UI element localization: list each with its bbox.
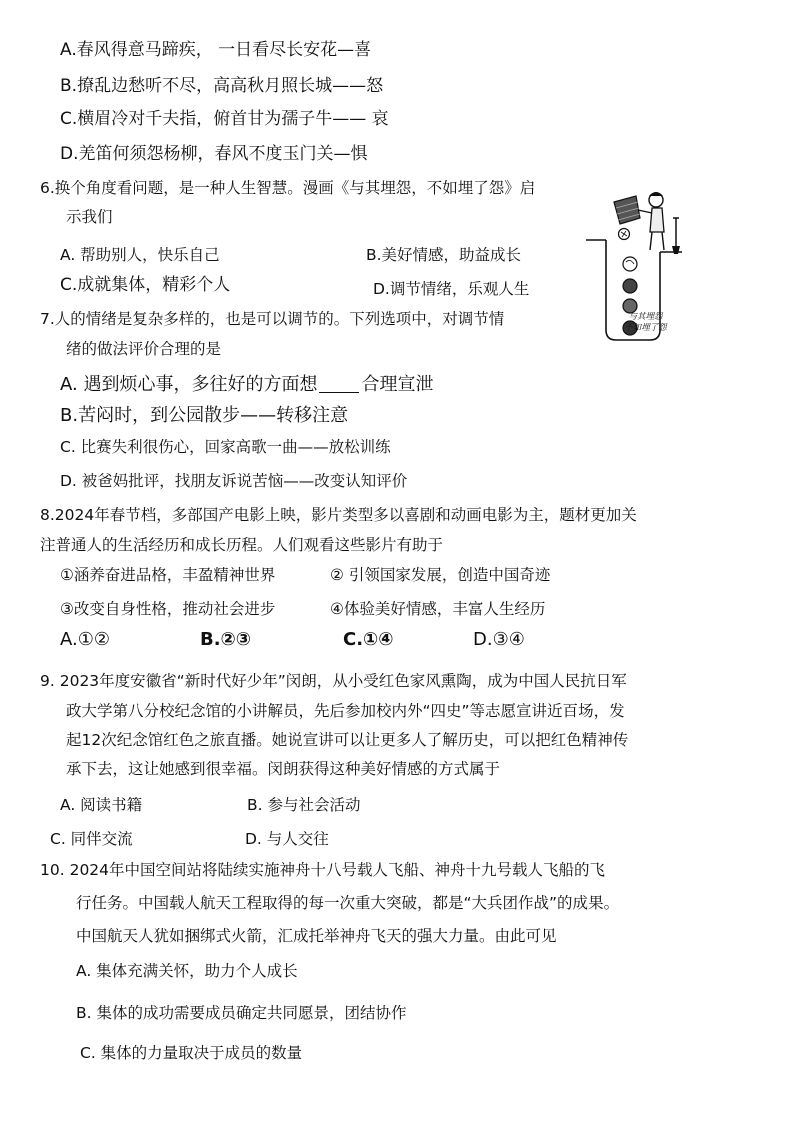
q6-stem-line2: 示我们 <box>66 208 113 226</box>
q10-stem-line2: 行任务。中国载人航天工程取得的每一次重大突破，都是“大兵团作战”的成果。 <box>76 894 620 912</box>
q10-option-c: C. 集体的力量取决于成员的数量 <box>80 1044 303 1062</box>
q7-option-a <box>60 374 433 397</box>
q9-option-c: C. 同伴交流 <box>50 830 133 848</box>
q8-item-3: ③改变自身性格，推动社会进步 <box>60 600 276 618</box>
q8-stem-line1: 8.2024年春节档，多部国产电影上映，影片类型多以喜剧和动画电影为主，题材更加关 <box>40 506 637 524</box>
q7-option-d: D. 被爸妈批评，找朋友诉说苦恼——改变认知评价 <box>60 472 408 490</box>
q8-item-2: ② 引领国家发展，创造中国奇迹 <box>330 566 551 584</box>
q9-option-b: B. 参与社会活动 <box>247 796 361 814</box>
q10-stem-line3: 中国航天人犹如捆绑式火箭，汇成托举神舟飞天的强大力量。由此可见 <box>76 927 557 945</box>
q9-stem-line4: 承下去，这让她感到很幸福。闵朗获得这种美好情感的方式属于 <box>66 760 501 778</box>
q8-stem-line2: 注普通人的生活经历和成长历程。人们观看这些影片有助于 <box>40 536 444 554</box>
q7-stem-line2: 绪的做法评价合理的是 <box>66 340 222 358</box>
q8-option-c: C.①④ <box>343 629 394 650</box>
q10-option-a: A. 集体充满关怀，助力个人成长 <box>76 962 298 980</box>
q9-option-d: D. 与人交往 <box>245 830 329 848</box>
q9-option-a: A. 阅读书籍 <box>60 796 143 814</box>
q7-option-c: C. 比赛失利很伤心，回家高歌一曲——放松训练 <box>60 438 391 456</box>
q9-stem-line2: 政大学第八分校纪念馆的小讲解员，先后参加校内外“四史”等志愿宣讲近百场，发 <box>66 702 625 720</box>
q9-stem-line3: 起12次纪念馆红色之旅直播。她说宣讲可以让更多人了解历史，可以把红色精神传 <box>66 731 629 749</box>
q7-option-b: B.苦闷时，到公园散步——转移注意 <box>60 405 349 426</box>
q6-option-a: A. 帮助别人，快乐自己 <box>60 246 220 264</box>
q8-option-d: D.③④ <box>473 629 525 650</box>
cartoon-caption-line2: 不如埋了怨 <box>624 323 667 334</box>
q5-option-d: D.羌笛何须怨杨柳，春风不度玉门关—惧 <box>60 144 368 164</box>
q5-option-a: A.春风得意马蹄疾， 一日看尽长安花—喜 <box>60 40 372 60</box>
q6-stem-line1: 6.换个角度看问题，是一种人生智慧。漫画《与其埋怨，不如埋了怨》启 <box>40 179 536 197</box>
q6-option-d: D.调节情绪，乐观人生 <box>373 280 530 298</box>
q10-stem-line1: 10. 2024年中国空间站将陆续实施神舟十八号载人飞船、神舟十九号载人飞船的飞 <box>40 861 606 879</box>
q8-item-1: ①涵养奋进品格，丰盈精神世界 <box>60 566 276 584</box>
q8-option-b: B.②③ <box>200 629 252 650</box>
q5-option-b: B.撩乱边愁听不尽，高高秋月照长城——怒 <box>60 76 384 96</box>
q5-option-c: C.横眉冷对千夫指，俯首甘为孺子牛—— 哀 <box>60 109 389 129</box>
q9-stem-line1: 9. 2023年度安徽省“新时代好少年”闵朗，从小受红色家风熏陶，成为中国人民抗日军 <box>40 672 627 690</box>
cartoon-caption-line1: 与其埋怨 <box>628 312 663 322</box>
q6-option-c: C.成就集体，精彩个人 <box>60 275 231 295</box>
cartoon-caption <box>608 312 683 335</box>
q7-option-a-text: A. 遇到烦心事，多往好的方面想 <box>60 374 318 395</box>
q7-option-a-result: 合理宣泄 <box>361 374 434 395</box>
q10-option-b: B. 集体的成功需要成员确定共同愿景，团结协作 <box>76 1004 407 1022</box>
q8-item-4: ④体验美好情感，丰富人生经历 <box>330 600 546 618</box>
q8-option-a: A.①② <box>60 629 110 650</box>
q6-option-b: B.美好情感，助益成长 <box>366 246 522 264</box>
q7-stem-line1: 7.人的情绪是复杂多样的，也是可以调节的。下列选项中，对调节情 <box>40 310 505 328</box>
q7-option-a-blank <box>319 374 359 393</box>
